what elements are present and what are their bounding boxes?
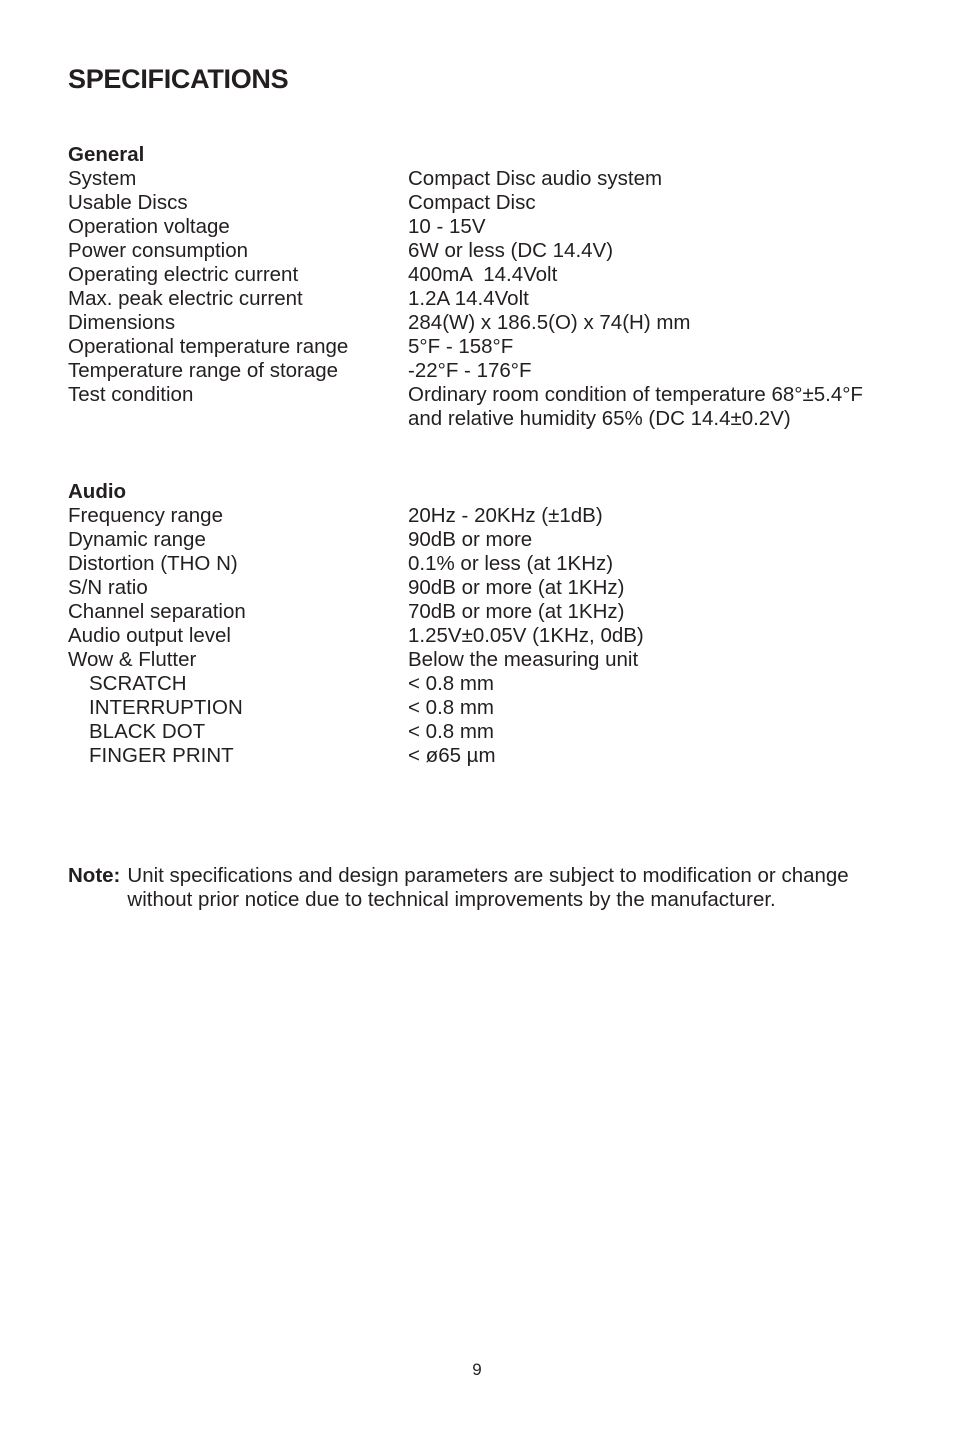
spec-value-line: 284(W) x 186.5(O) x 74(H) mm (408, 311, 691, 334)
spec-value-line: Compact Disc (408, 191, 536, 214)
spec-row-audio-output-level (68, 624, 898, 648)
spec-value-line: 1.25V±0.05V (1KHz, 0dB) (408, 624, 644, 647)
spec-label: Channel separation (68, 600, 246, 623)
spec-row-distortion (68, 552, 898, 576)
spec-label: Distortion (THO N) (68, 552, 238, 575)
spec-row-storage-temperature (68, 359, 898, 383)
spec-value-line: 10 - 15V (408, 215, 486, 238)
spec-row-operation-voltage (68, 215, 898, 239)
spec-label: Temperature range of storage (68, 359, 339, 382)
spec-label: Operating electric current (68, 263, 299, 286)
spec-label: INTERRUPTION (89, 696, 243, 719)
spec-row-channel-separation (68, 600, 898, 624)
spec-value (408, 311, 898, 335)
spec-label: Dynamic range (68, 528, 206, 551)
spec-label: Wow & Flutter (68, 648, 197, 671)
spec-value-line: 90dB or more (at 1KHz) (408, 576, 625, 599)
note (68, 864, 898, 912)
general-specs-list (68, 167, 898, 431)
spec-value (408, 263, 898, 287)
spec-label: S/N ratio (68, 576, 148, 599)
audio-heading: Audio (68, 480, 127, 503)
spec-value (408, 576, 898, 600)
spec-value-line: < 0.8 mm (408, 720, 495, 743)
audio-specs-section (68, 480, 898, 768)
spec-label: BLACK DOT (89, 720, 206, 743)
spec-label: Max. peak electric current (68, 287, 303, 310)
spec-value-line: < ø65 µm (408, 744, 496, 767)
spec-value (408, 648, 898, 672)
spec-value-line: and relative humidity 65% (DC 14.4±0.2V) (408, 407, 791, 430)
spec-label: Usable Discs (68, 191, 188, 214)
spec-row-system (68, 167, 898, 191)
spec-label: Audio output level (68, 624, 231, 647)
spec-row-scratch (68, 672, 898, 696)
spec-value (408, 335, 898, 359)
spec-value (408, 624, 898, 648)
spec-row-black-dot (68, 720, 898, 744)
spec-label: Test condition (68, 383, 194, 406)
spec-value-line: < 0.8 mm (408, 672, 495, 695)
spec-value (408, 359, 898, 383)
spec-label: Operational temperature range (68, 335, 349, 358)
note-label: Note: (68, 864, 121, 887)
spec-value-line: Compact Disc audio system (408, 167, 663, 190)
spec-label: Operation voltage (68, 215, 230, 238)
spec-row-usable-discs (68, 191, 898, 215)
spec-value (408, 528, 898, 552)
spec-row-interruption (68, 696, 898, 720)
spec-value-line: Ordinary room condition of temperature 68°±5.4°F (408, 383, 863, 406)
spec-row-finger-print (68, 744, 898, 768)
audio-specs-list (68, 504, 898, 768)
spec-value (408, 744, 898, 768)
spec-value (408, 600, 898, 624)
spec-value (408, 215, 898, 239)
spec-row-test-condition (68, 383, 898, 431)
page-title: SPECIFICATIONS (68, 64, 289, 94)
general-specs-section (68, 143, 898, 431)
spec-value-line: 6W or less (DC 14.4V) (408, 239, 614, 262)
spec-value-line: 0.1% or less (at 1KHz) (408, 552, 614, 575)
spec-row-operational-temperature (68, 335, 898, 359)
spec-value-line: 400mA 14.4Volt (408, 263, 558, 286)
spec-value-line: 5°F - 158°F (408, 335, 514, 358)
spec-value-line: -22°F - 176°F (408, 359, 532, 382)
spec-row-wow-flutter (68, 648, 898, 672)
spec-row-frequency-range (68, 504, 898, 528)
page-number: 9 (472, 1360, 482, 1379)
spec-value (408, 239, 898, 263)
spec-label: Power consumption (68, 239, 249, 262)
spec-value-line: 90dB or more (408, 528, 533, 551)
spec-row-dynamic-range (68, 528, 898, 552)
spec-value-line: 1.2A 14.4Volt (408, 287, 529, 310)
spec-value-line: Below the measuring unit (408, 648, 639, 671)
spec-label: SCRATCH (89, 672, 187, 695)
spec-value (408, 672, 898, 696)
spec-value (408, 167, 898, 191)
spec-label: FINGER PRINT (89, 744, 234, 767)
spec-value (408, 504, 898, 528)
spec-row-operating-current (68, 263, 898, 287)
general-heading: General (68, 143, 145, 166)
spec-label: System (68, 167, 137, 190)
spec-value (408, 720, 898, 744)
spec-value (408, 696, 898, 720)
spec-value (408, 383, 898, 431)
spec-row-max-peak-current (68, 287, 898, 311)
spec-row-sn-ratio (68, 576, 898, 600)
spec-value (408, 552, 898, 576)
spec-row-dimensions (68, 311, 898, 335)
spec-value-line: < 0.8 mm (408, 696, 495, 719)
spec-label: Frequency range (68, 504, 223, 527)
spec-value (408, 287, 898, 311)
spec-row-power-consumption (68, 239, 898, 263)
spec-value-line: 70dB or more (at 1KHz) (408, 600, 625, 623)
note-text: Unit specifications and design parameters are subject to modification or change without prior notice due to technical improvements by the manufacturer. (127, 864, 849, 911)
spec-value (408, 191, 898, 215)
spec-label: Dimensions (68, 311, 176, 334)
spec-value-line: 20Hz - 20KHz (±1dB) (408, 504, 603, 527)
